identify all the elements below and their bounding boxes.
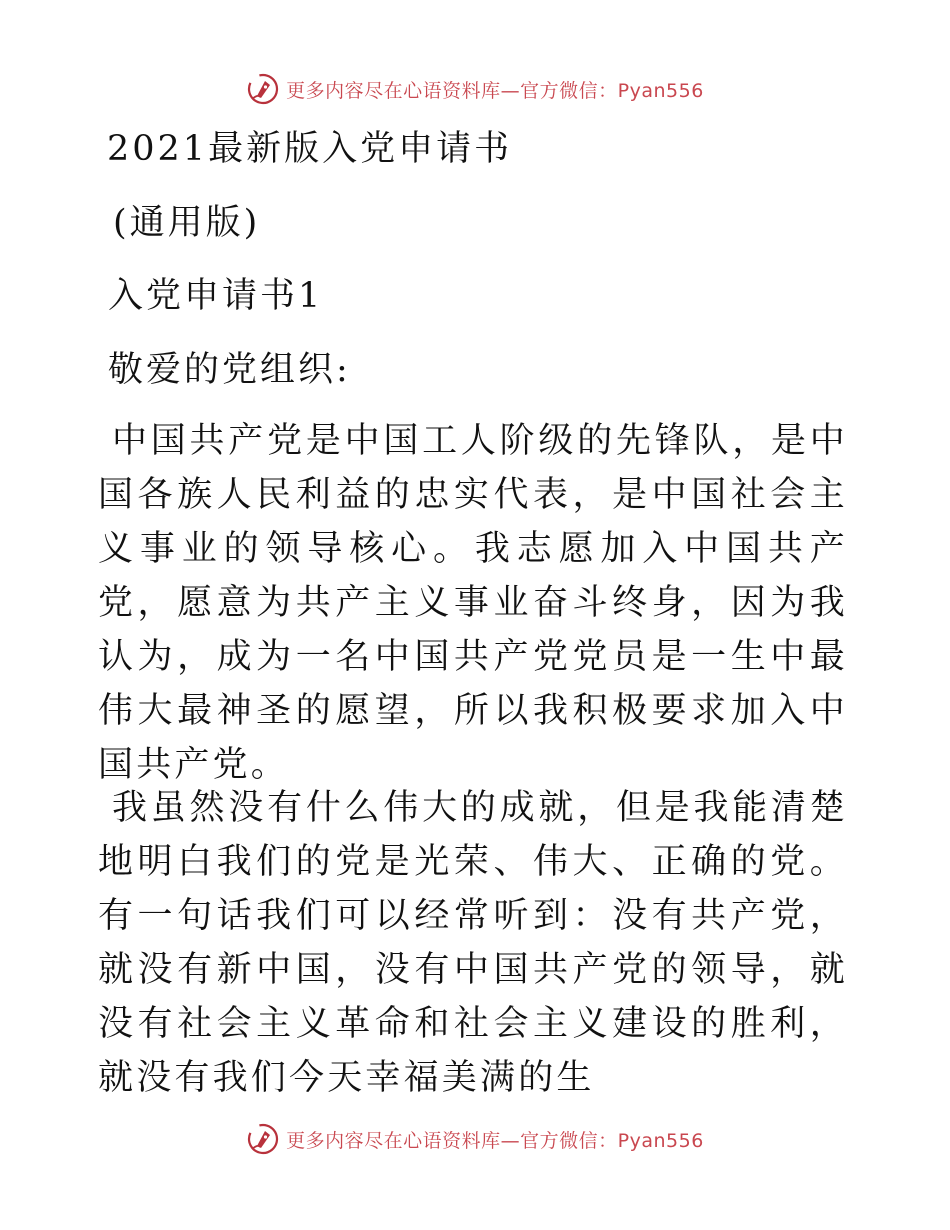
body-paragraph-1: 中国共产党是中国工人阶级的先锋队，是中国各族人民利益的忠实代表，是中国社会主义事业的领导核心。我志愿加入中国共产党，愿意为共产主义事业奋斗终身，因为我认为，成为一名中国共产党党员是一生中最伟大最神圣的愿望，所以我积极要求加入中国共产党。 bbox=[98, 421, 848, 785]
document-title: 2021最新版入党申请书 bbox=[107, 129, 513, 169]
pen-nib-logo-icon bbox=[246, 1122, 280, 1156]
header-watermark bbox=[0, 72, 950, 106]
salutation: 敬爱的党组织: bbox=[108, 350, 351, 390]
body-paragraph-2: 我虽然没有什么伟大的成就，但是我能清楚地明白我们的党是光荣、伟大、正确的党。有一句话我们可以经常听到：没有共产党，就没有新中国，没有中国共产党的领导，就没有社会主义革命和社会主义建设的胜利，就没有我们今天幸福美满的生 bbox=[98, 788, 848, 1098]
watermark-text: 更多内容尽在心语资料库—官方微信：Pyan556 bbox=[286, 1129, 704, 1152]
section-heading: 入党申请书1 bbox=[108, 276, 324, 316]
footer-watermark bbox=[0, 1122, 950, 1156]
watermark-text: 更多内容尽在心语资料库—官方微信：Pyan556 bbox=[286, 79, 704, 102]
pen-nib-logo-icon bbox=[246, 72, 280, 106]
document-subtitle: (通用版) bbox=[113, 203, 261, 243]
